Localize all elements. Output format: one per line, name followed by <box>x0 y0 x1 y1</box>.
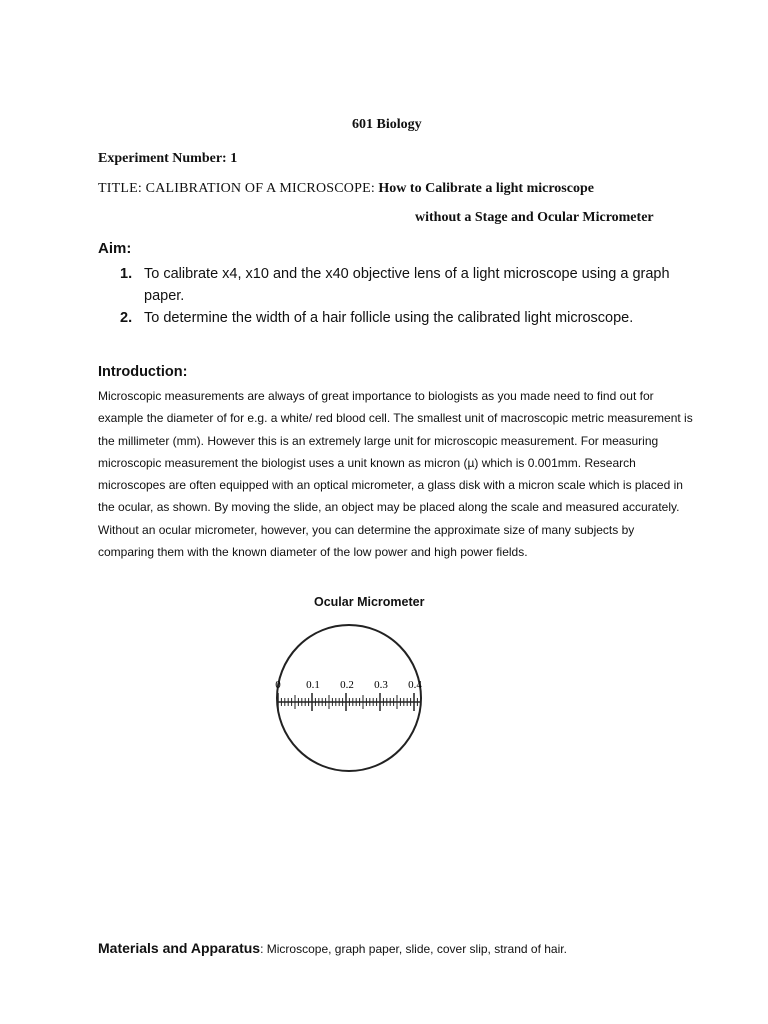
title-continued: without a Stage and Ocular Micrometer <box>415 210 654 225</box>
aim-item-text: To calibrate x4, x10 and the x40 objective lens of a light microscope using a graph paper. <box>144 266 670 304</box>
title-prefix: TITLE: CALIBRATION OF A MICROSCOPE: <box>98 181 375 196</box>
aim-item-number: 2. <box>120 310 133 326</box>
scale-label: 0.1 <box>306 679 320 691</box>
materials-text: : Microscope, graph paper, slide, cover slip, strand of hair. <box>260 942 567 956</box>
experiment-number: Experiment Number: 1 <box>98 151 238 166</box>
introduction-heading: Introduction: <box>98 364 188 380</box>
aim-item-text: To determine the width of a hair follicle using the calibrated light microscope. <box>144 310 634 326</box>
aim-item-number: 1. <box>120 266 133 282</box>
scale-label: 0.4 <box>408 679 422 691</box>
materials-line <box>98 940 567 956</box>
scale-label: 0.3 <box>374 679 388 691</box>
materials-label: Materials and Apparatus <box>98 940 261 956</box>
course-title: 601 Biology <box>352 117 422 132</box>
figure-caption: Ocular Micrometer <box>314 595 425 609</box>
experiment-title <box>98 181 594 197</box>
aim-heading: Aim: <box>98 240 132 257</box>
scale-label: 0 <box>275 679 281 691</box>
scale-labels <box>275 679 422 691</box>
introduction-paragraph: Microscopic measurements are always of great importance to biologists as you made need to find out for example the diameter of for e.g. a white/ red blood cell. The smallest unit of macroscopic metric measurement is the millimeter (mm). However this is an extremely large unit for microscopic measurement. For measuring microscopic measurement the biologist uses a unit known as micron (µ) which is 0.001mm. Research microscopes are often equipped with an optical micrometer, a glass disk with a micron scale which is placed in the ocular, as shown. By moving the slide, an object may be placed along the scale and measured accurately. Without an ocular micrometer, however, you can determine the approximate size of many subjects by comparing them with the known diameter of the low power and high power fields. <box>98 389 693 560</box>
ocular-micrometer-diagram <box>270 622 430 774</box>
scale-label: 0.2 <box>340 679 354 691</box>
title-main: How to Calibrate a light microscope <box>378 181 594 196</box>
